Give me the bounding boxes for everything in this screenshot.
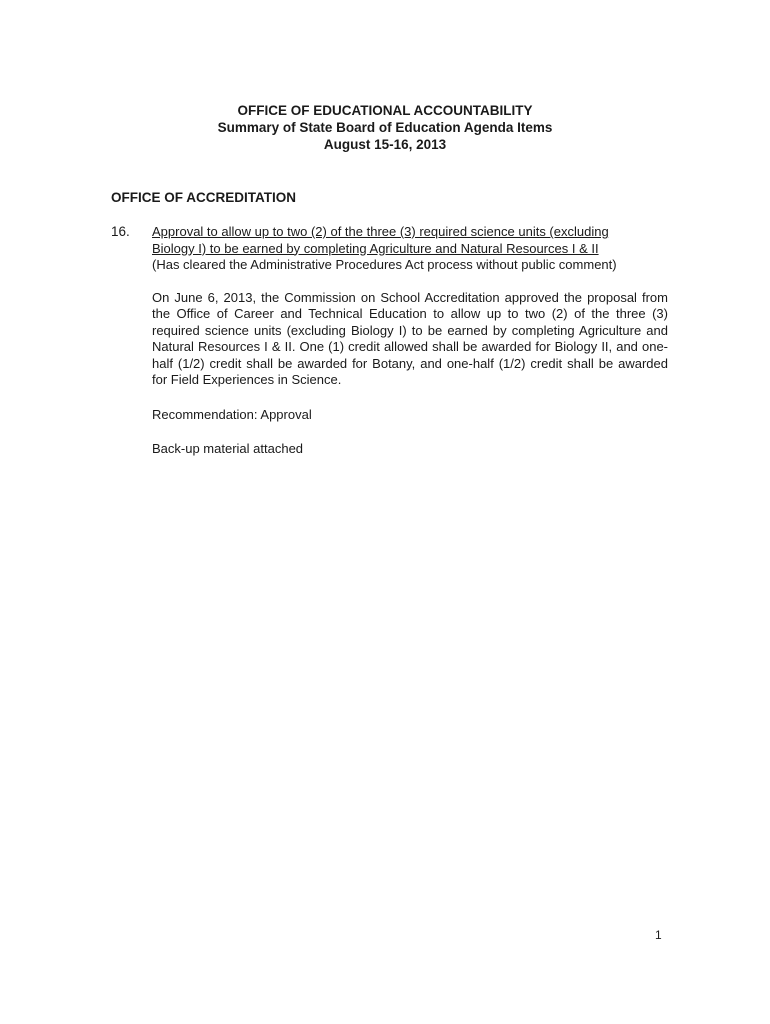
section-title: OFFICE OF ACCREDITATION <box>111 190 296 205</box>
header-summary-title: Summary of State Board of Education Agenda Items <box>217 120 553 135</box>
header-office-title: OFFICE OF EDUCATIONAL ACCOUNTABILITY <box>237 103 533 118</box>
agenda-item-title <box>152 224 668 257</box>
agenda-item-title-line-2: Biology I) to be earned by completing Agriculture and Natural Resources I & II <box>152 240 599 256</box>
agenda-item-title-line-1: Approval to allow up to two (2) of the three (3) required science units (excluding <box>152 224 609 239</box>
agenda-item-status-note: (Has cleared the Administrative Procedures Act process without public comment) <box>152 257 617 272</box>
agenda-item-number: 16. <box>111 224 130 239</box>
agenda-item <box>152 224 668 458</box>
page-number: 1 <box>655 928 662 942</box>
agenda-item-description: On June 6, 2013, the Commission on School Accreditation approved the proposal from the Office of Career and Technical Education to allow up to two (2) of the three (3) required science units (excluding Biology I) to be earned by completing Agriculture and Natural Resources I & II. One (1) credit allowed shall be awarded for Biology II, and one-half (1/2) credit shall be awarded for Botany, and one-half (1/2) credit shall be awarded for Field Experiences in Science. <box>152 289 668 387</box>
document-header <box>0 102 770 153</box>
agenda-item-recommendation: Recommendation: Approval <box>152 406 312 422</box>
agenda-item-backup-note: Back-up material attached <box>152 441 304 456</box>
header-date: August 15-16, 2013 <box>323 137 447 152</box>
